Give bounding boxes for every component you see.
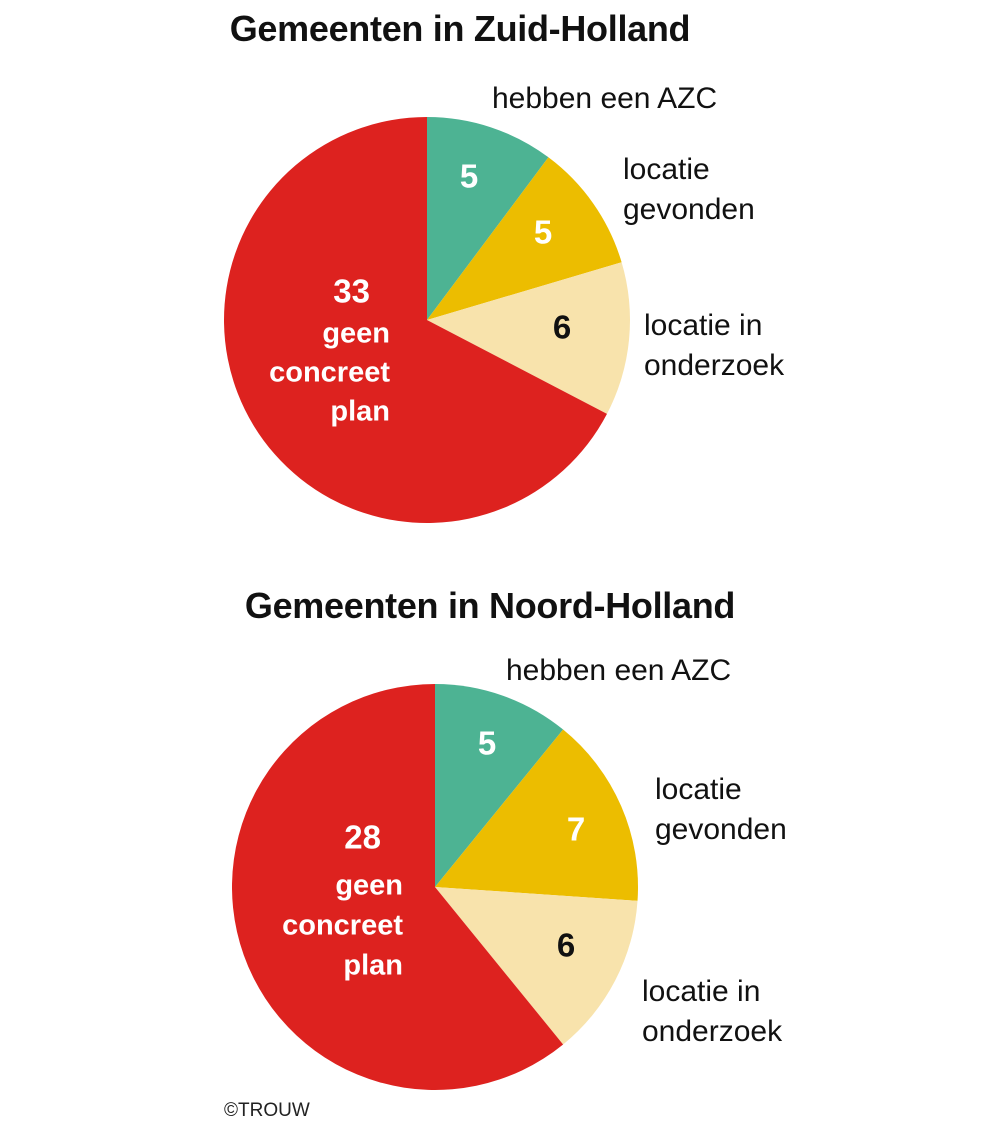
slice-value-zuid-holland-hebben-een-azc: 5	[459, 157, 479, 195]
slice-value-noord-holland-locatie-in-onderzoek: 6	[556, 926, 576, 964]
slice-label-zuid-holland-geen-concreet-plan-line-3: plan	[330, 395, 390, 428]
slice-label-noord-holland-geen-concreet-plan-line-2: concreet	[282, 909, 403, 942]
slice-label-noord-holland-geen-concreet-plan-line-1: geen	[335, 869, 403, 902]
slice-value-noord-holland-hebben-een-azc: 5	[477, 724, 497, 762]
slice-value-zuid-holland-locatie-gevonden: 5	[533, 213, 553, 251]
slice-label-zuid-holland-geen-concreet-plan-line-2: concreet	[269, 356, 390, 389]
slice-label-zuid-holland-hebben-een-azc: hebben een AZC	[492, 81, 718, 115]
credit: ©TROUW	[224, 1100, 310, 1121]
slice-value-noord-holland-geen-concreet-plan: 28	[344, 818, 381, 856]
chart-title-noord-holland: Gemeenten in Noord-Holland	[244, 585, 736, 626]
slice-label-noord-holland-locatie-gevonden: locatie gevonden	[655, 772, 787, 846]
pie-chart-zuid-holland	[0, 80, 1000, 550]
slice-label-noord-holland-locatie-in-onderzoek: locatie in onderzoek	[642, 974, 783, 1048]
slice-label-zuid-holland-geen-concreet-plan-line-1: geen	[322, 317, 390, 350]
slice-label-noord-holland-geen-concreet-plan-line-3: plan	[343, 949, 403, 982]
slice-label-noord-holland-hebben-een-azc: hebben een AZC	[506, 653, 732, 687]
pie-chart-noord-holland	[0, 650, 1000, 1110]
chart-title-zuid-holland: Gemeenten in Zuid-Holland	[229, 8, 691, 49]
slice-label-zuid-holland-locatie-gevonden: locatie gevonden	[623, 152, 755, 226]
slice-value-zuid-holland-geen-concreet-plan: 33	[333, 272, 370, 310]
slice-value-zuid-holland-locatie-in-onderzoek: 6	[552, 308, 572, 346]
slice-label-zuid-holland-locatie-in-onderzoek: locatie in onderzoek	[644, 308, 785, 382]
slice-value-noord-holland-locatie-gevonden: 7	[566, 810, 586, 848]
